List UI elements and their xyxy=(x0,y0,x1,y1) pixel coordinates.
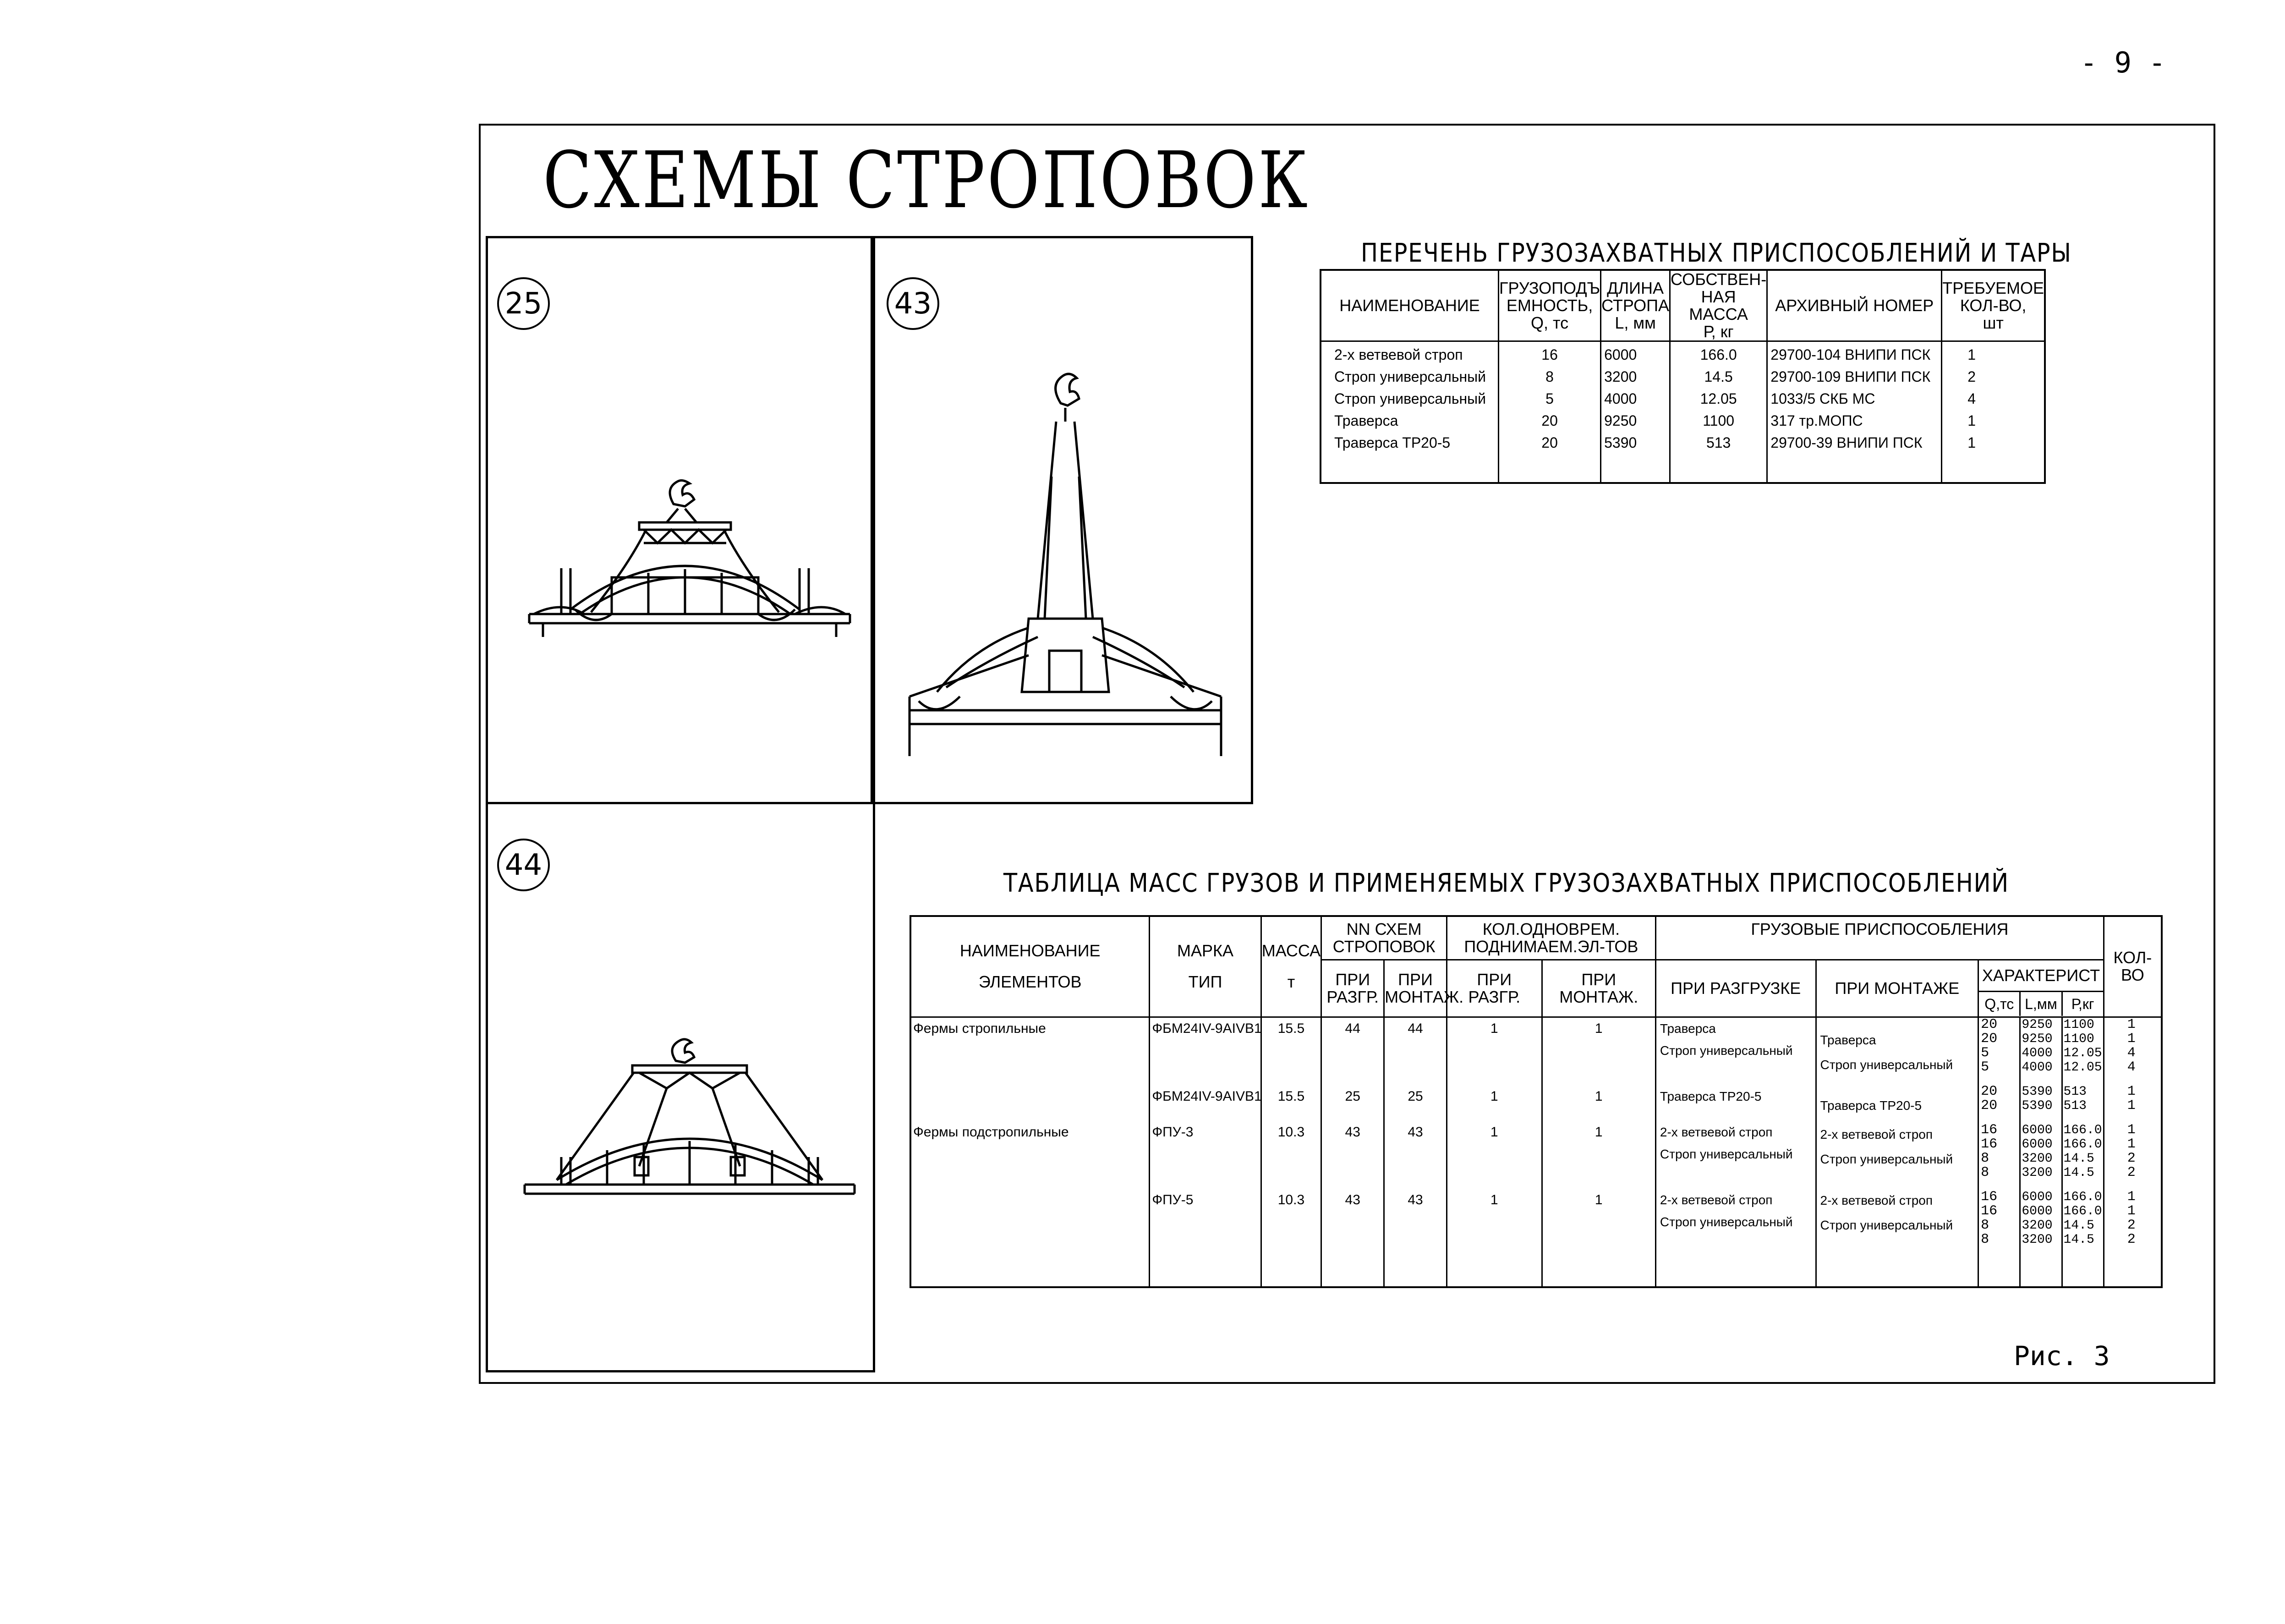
mass-table-title: ТАБЛИЦА МАСС ГРУЗОВ И ПРИМЕНЯЕМЫХ ГРУЗОЗАХВАТНЫХ ПРИСПОСОБЛЕНИЙ xyxy=(1003,868,2009,898)
scheme-panel-25 xyxy=(486,236,875,804)
scheme-number-44: 44 xyxy=(497,839,550,891)
scheme-number-43: 43 xyxy=(887,277,939,330)
mt-header-dev-mount: ПРИ МОНТАЖЕ xyxy=(1816,960,1978,1017)
mt-col-scheme-unload: 44 25 43 43 xyxy=(1321,1017,1384,1287)
mt-header-simult: КОЛ.ОДНОВРЕМ. ПОДНИМАЕМ.ЭЛ-ТОВ xyxy=(1447,916,1655,960)
mt-col-name: Фермы стропильные Фермы подстропильные xyxy=(910,1017,1150,1287)
header-archive: АРХИВНЫЙ НОМЕР xyxy=(1767,270,1942,341)
figure-caption: Рис. 3 xyxy=(2014,1340,2110,1372)
header-capacity: ГРУЗОПОДЪ ЕМНОСТЬ, Q, тс xyxy=(1499,270,1601,341)
header-name: НАИМЕНОВАНИЕ xyxy=(1321,270,1499,341)
scheme-number-25: 25 xyxy=(497,277,550,330)
mt-col-simult-unload: 1 1 1 1 xyxy=(1447,1017,1542,1287)
mt-header-schemes: NN СХЕМ СТРОПОВОК xyxy=(1321,916,1447,960)
page-number: - 9 - xyxy=(2080,46,2166,79)
mt-header-mass: МАССА т xyxy=(1261,916,1321,1017)
mt-col-char-l: 9250 9250 4000 4000 5390 5390 6000 6000 3200 3200 6000 6000 3200 3200 xyxy=(2020,1017,2062,1287)
mt-header-mark: МАРКА ТИП xyxy=(1150,916,1261,1017)
mt-col-mass: 15.5 15.5 10.3 10.3 xyxy=(1261,1017,1321,1287)
mt-col-qty: 1 1 4 4 1 1 1 1 2 2 1 1 2 2 xyxy=(2104,1017,2162,1287)
col-names: 2-х ветвевой строп Строп универсальный Строп универсальный Траверса Траверса ТР20-5 xyxy=(1321,341,1499,483)
equipment-list-body xyxy=(1321,341,2045,483)
mt-col-scheme-mount: 44 25 43 43 xyxy=(1384,1017,1447,1287)
mass-table xyxy=(910,915,2163,1288)
mass-table-body xyxy=(910,1017,2162,1287)
slinging-scheme-43-icon xyxy=(891,362,1239,765)
header-length: ДЛИНА СТРОПА L, мм xyxy=(1601,270,1670,341)
mt-col-simult-mount: 1 1 1 1 xyxy=(1542,1017,1655,1287)
mt-header-simult-mount: ПРИ МОНТАЖ. xyxy=(1542,960,1655,1017)
mt-header-qty: КОЛ- ВО xyxy=(2104,916,2162,1017)
slinging-scheme-25-icon xyxy=(515,449,864,678)
mt-header-simult-unload: ПРИ РАЗГР. xyxy=(1447,960,1542,1017)
scheme-panel-44 xyxy=(486,802,875,1372)
mt-header-char: ХАРАКТЕРИСТ Q,тс L,мм Р,кг xyxy=(1978,960,2104,1017)
header-mass: СОБСТВЕН- НАЯ МАССА Р, кг xyxy=(1671,270,1767,341)
mt-header-scheme-unload: ПРИ РАЗГР. xyxy=(1321,960,1384,1017)
mt-header-name: НАИМЕНОВАНИЕ ЭЛЕМЕНТОВ xyxy=(910,916,1150,1017)
mt-col-mark: ФБМ24IV-9AIVB1 ФБМ24IV-9AIVB1 ФПУ-3 ФПУ-5 xyxy=(1150,1017,1261,1287)
mt-header-devices: ГРУЗОВЫЕ ПРИСПОСОБЛЕНИЯ xyxy=(1655,916,2104,960)
page-title: СХЕМЫ СТРОПОВОК xyxy=(543,135,1310,226)
scheme-panel-43 xyxy=(871,236,1253,804)
mt-header-scheme-mount: ПРИ МОНТАЖ. xyxy=(1384,960,1447,1017)
slinging-scheme-44-icon xyxy=(515,1029,864,1240)
equipment-list-title: ПЕРЕЧЕНЬ ГРУЗОЗАХВАТНЫХ ПРИСПОСОБЛЕНИЙ И ТАРЫ xyxy=(1361,238,2072,268)
mt-header-dev-unload: ПРИ РАЗГРУЗКЕ xyxy=(1655,960,1816,1017)
col-qty: 1 2 4 1 1 xyxy=(1942,341,2045,483)
header-qty: ТРЕБУЕМОЕ КОЛ-ВО, шт xyxy=(1942,270,2045,341)
col-mass: 166.0 14.5 12.05 1100 513 xyxy=(1670,341,1767,483)
mt-col-char-p: 1100 1100 12.05 12.05 513 513 166.0 166.0 14.5 14.5 166.0 166.0 14.5 14.5 xyxy=(2062,1017,2104,1287)
col-length: 6000 3200 4000 9250 5390 xyxy=(1601,341,1670,483)
col-capacity: 16 8 5 20 20 xyxy=(1499,341,1601,483)
mt-col-dev-unload: Траверса Строп универсальный Траверса ТР20-5 2-х ветвевой строп Строп универсальный 2-х ветвевой строп Строп универсальный xyxy=(1655,1017,1816,1287)
col-archive: 29700-104 ВНИПИ ПСК 29700-109 ВНИПИ ПСК 1033/5 СКБ МС 317 тр.МОПС 29700-39 ВНИПИ ПСК xyxy=(1767,341,1942,483)
mt-col-char-q: 20 20 5 5 20 20 16 16 8 8 16 16 8 8 xyxy=(1978,1017,2020,1287)
equipment-list-table xyxy=(1320,269,2046,484)
mt-col-dev-mount: Траверса Строп универсальный Траверса ТР20-5 2-х ветвевой строп Строп универсальный 2-х ветвевой строп Строп универсальный xyxy=(1816,1017,1978,1287)
